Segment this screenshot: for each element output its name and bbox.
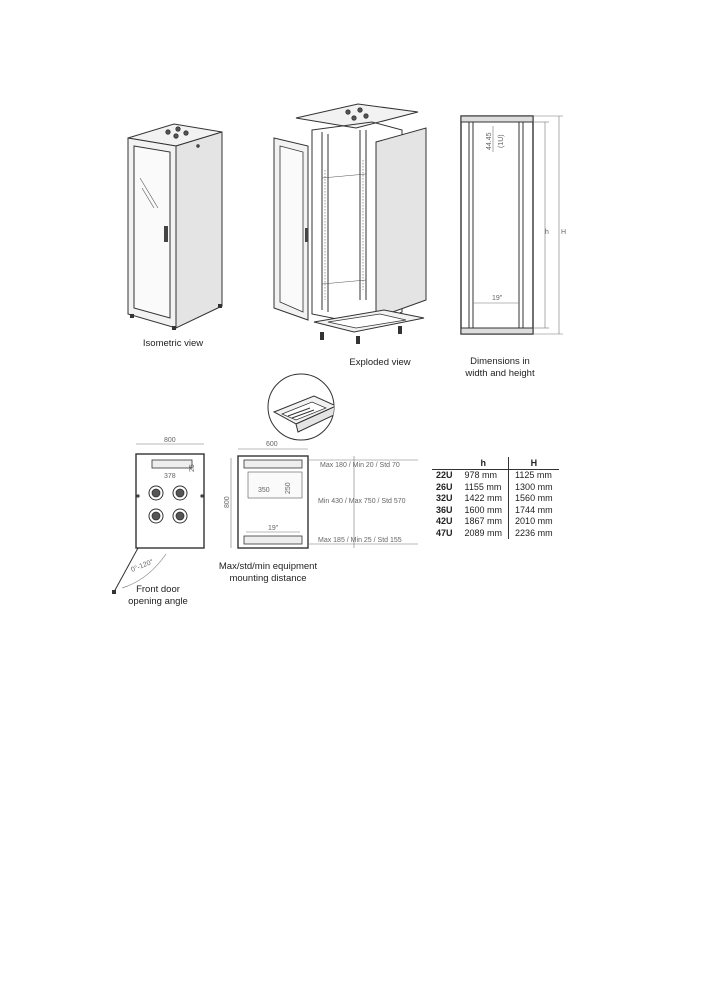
mount-width-label: 600 [266,441,278,448]
row-unit: 22U [436,470,453,480]
table-row [432,482,559,494]
mount-rack-label: 19" [268,525,279,532]
table-row [432,493,559,505]
row-h: 1600 mm [459,505,509,517]
mount-bottom-label: Max 185 / Min 25 / Std 155 [318,537,402,544]
row-H: 1744 mm [515,504,553,515]
row-h: 2089 mm [459,528,509,540]
table-row [432,505,559,517]
height-large-label: H [561,229,567,236]
size-table-header-unit [432,457,459,470]
row-unit: 32U [436,493,453,503]
dimension-caption-line2: width and height [465,368,535,379]
top-side-label: 25 [189,464,196,472]
mounting-caption-line2: mounting distance [229,573,307,584]
row-h: 1422 mm [459,493,509,505]
mounting-caption-line1: Max/std/min equipment [218,561,318,572]
table-row [432,516,559,528]
isometric-caption: Isometric view [142,338,204,349]
top-view [108,436,216,604]
row-H: 2010 mm [515,516,553,526]
rack-width-label: 19" [492,295,503,302]
row-unit: 47U [436,527,453,538]
mount-inner-depth-label: 250 [285,482,292,494]
dimension-caption [452,356,548,380]
mounting-view [222,436,424,556]
mount-top-label: Max 180 / Min 20 / Std 70 [320,462,400,469]
unit-pitch-label: 44.45 [486,132,493,150]
size-table-header-h: h [459,457,509,470]
top-inner-label: 378 [164,473,176,480]
unit-label: (1U) [498,134,505,148]
detail-view [266,372,336,442]
row-unit: 42U [436,516,453,526]
front-door-caption-line2: opening angle [128,596,188,607]
row-H: 1300 mm [515,481,553,492]
top-width-label: 800 [164,437,176,444]
mount-inner-width-label: 350 [258,487,270,494]
row-unit: 36U [436,504,453,515]
exploded-view [268,100,438,350]
size-table [432,457,559,539]
exploded-caption: Exploded view [349,357,411,368]
mount-middle-label: Min 430 / Max 750 / Std 570 [318,498,406,505]
row-h: 1155 mm [459,482,509,494]
size-table-header [432,457,559,470]
front-door-caption [116,584,200,608]
row-H: 2236 mm [515,527,553,538]
size-table-header-H: H [509,457,559,470]
mount-depth-label: 800 [224,496,231,508]
row-H: 1560 mm [515,493,553,503]
dimension-view [455,108,580,344]
row-h: 978 mm [459,470,509,482]
front-door-caption-line1: Front door [136,584,180,595]
table-row [432,528,559,540]
mounting-caption [212,561,324,585]
height-small-label: h [545,229,549,236]
row-H: 1125 mm [515,470,552,480]
row-unit: 26U [436,481,453,492]
isometric-view [118,118,230,336]
dimension-caption-line1: Dimensions in [470,356,530,367]
row-h: 1867 mm [459,516,509,528]
table-row [432,470,559,482]
door-angle-label: 0°-120° [130,558,155,574]
